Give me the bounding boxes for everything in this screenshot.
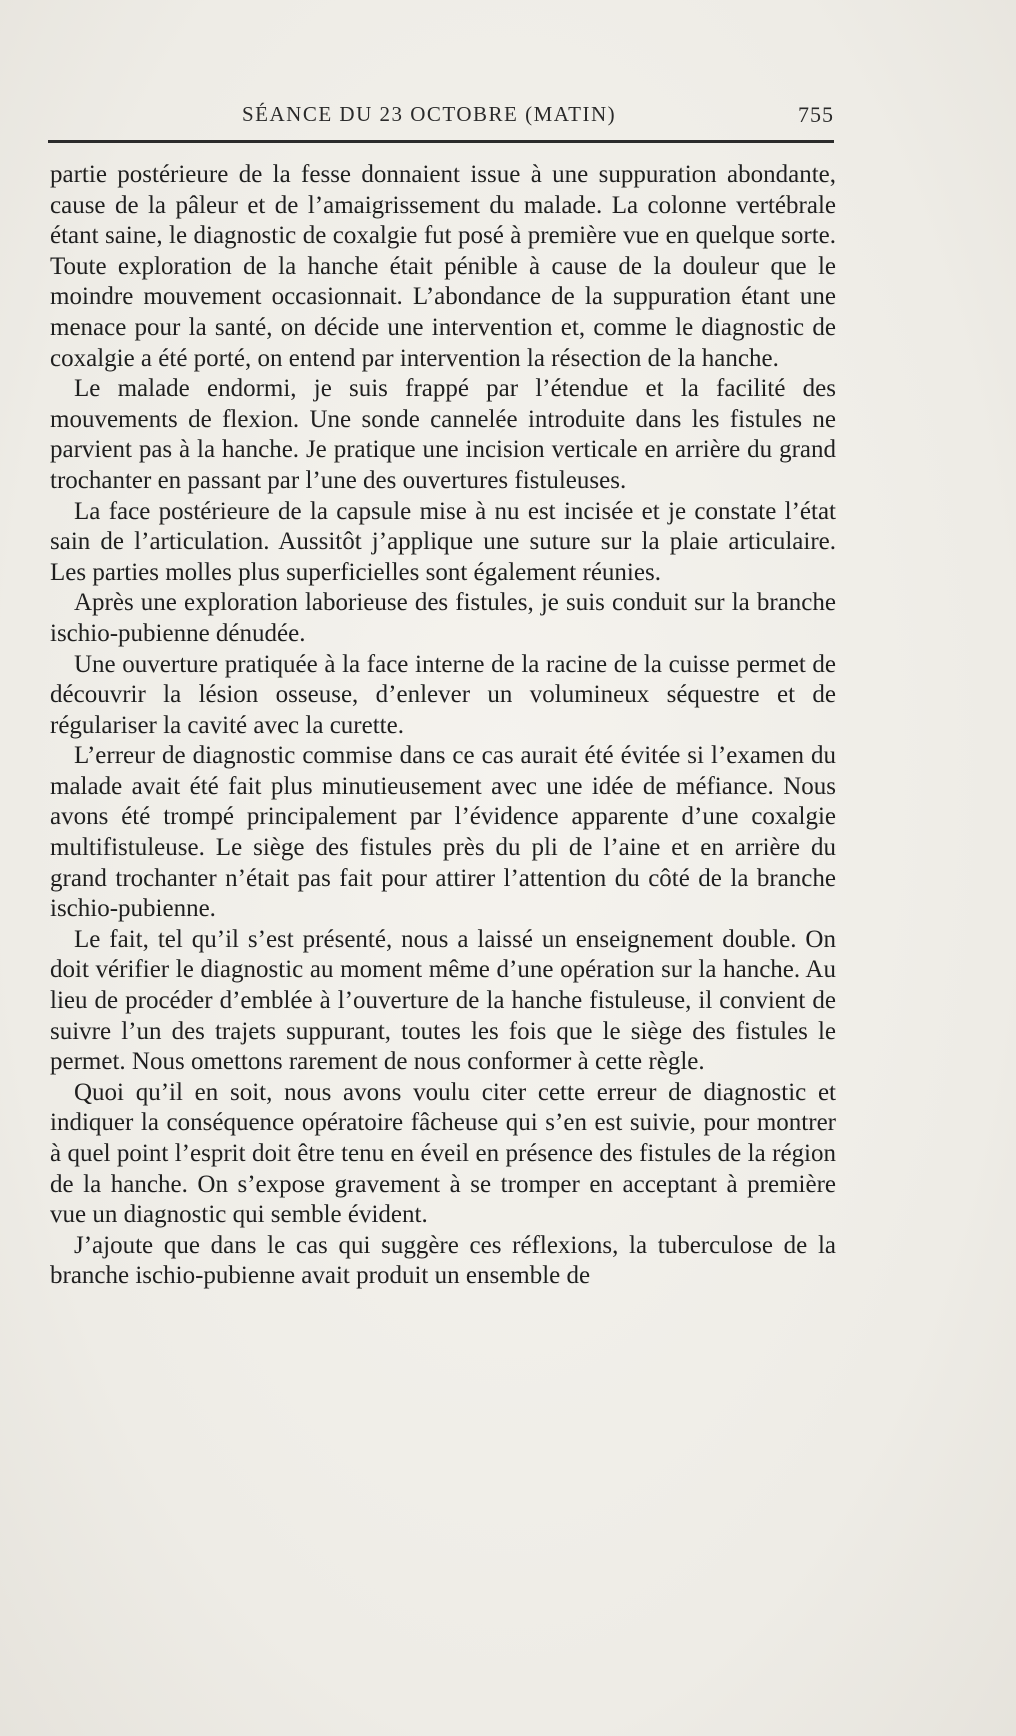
running-header-title: SÉANCE DU 23 OCTOBRE (MATIN) (242, 102, 617, 126)
paragraph-opening: Une ouverture pratiquée à la face interne de la racine de la cuisse permet de découvrir la lésion osseuse, d’enlever un volumineux séquestre et de régulariser la cavité avec la curette. (50, 650, 836, 739)
paragraph-continuation: partie postérieure de la fesse donnaient issue à une suppuration abondante, cause de la pâleur et de l’amaigrissement du malade. La colonne vertébrale étant saine, le diagnostic de coxalgie fut posé à première vue en quelque sorte. Toute exploration de la hanche était pénible à cause de la douleur que le moindre mouvement occasionnait. L’abondance de la suppuration étant une menace pour la santé, on décide une intervention et, comme le diagnostic de coxalgie a été porté, on entend par intervention la résection de la hanche. (50, 161, 836, 372)
paragraph-exploration: Après une exploration laborieuse des fistules, je suis conduit sur la branche ischio-pubienne dénudée. (50, 589, 836, 647)
body-text (50, 160, 836, 1292)
paragraph-lesson: Le fait, tel qu’il s’est présenté, nous a laissé un enseignement double. On doit vérifier le diagnostic au moment même d’une opération sur la hanche. Au lieu de procéder d’emblée à l’ouverture de la hanche fistuleuse, il convient de suivre l’un des trajets suppurant, toutes les fois que le siège des fistules le permet. Nous omettons rarement de nous conformer à cette règle. (50, 925, 836, 1076)
paragraph-error: L’erreur de diagnostic commise dans ce cas aurait été évitée si l’examen du malade avait été fait plus minutieusement avec une idée de méfiance. Nous avons été trompé principalement par l’évidence apparente d’une coxalgie multifistuleuse. Le siège des fistules près du pli de l’aine et en arrière du grand trochanter n’était pas fait pour attirer l’attention du côté de la branche ischio-pubienne. (50, 742, 836, 923)
running-header (52, 100, 834, 134)
page-number: 755 (798, 102, 834, 127)
paragraph-capsule: La face postérieure de la capsule mise à nu est incisée et je constate l’état sain de l’articulation. Aussitôt j’applique une suture sur la plaie articulaire. Les parties molles plus superficielles sont également réunies. (50, 497, 836, 586)
paragraph-conclusion: Quoi qu’il en soit, nous avons voulu citer cette erreur de diagnostic et indiquer la conséquence opératoire fâcheuse qui s’en est suivie, pour montrer à quel point l’esprit doit être tenu en éveil en présence des fistules de la région de la hanche. On s’expose gravement à se tromper en acceptant à première vue un diagnostic qui semble évident. (50, 1078, 836, 1229)
paragraph-operation: Le malade endormi, je suis frappé par l’étendue et la facilité des mouvements de flexion. Une sonde cannelée introduite dans les fistules ne parvient pas à la hanche. Je pratique une incision verticale en arrière du grand trochanter en passant par l’une des ouvertures fistuleuses. (50, 375, 836, 494)
paragraph-addendum: J’ajoute que dans le cas qui suggère ces réflexions, la tuberculose de la branche ischio-pubienne avait produit un ensemble de (50, 1231, 836, 1290)
header-rule (48, 140, 834, 143)
